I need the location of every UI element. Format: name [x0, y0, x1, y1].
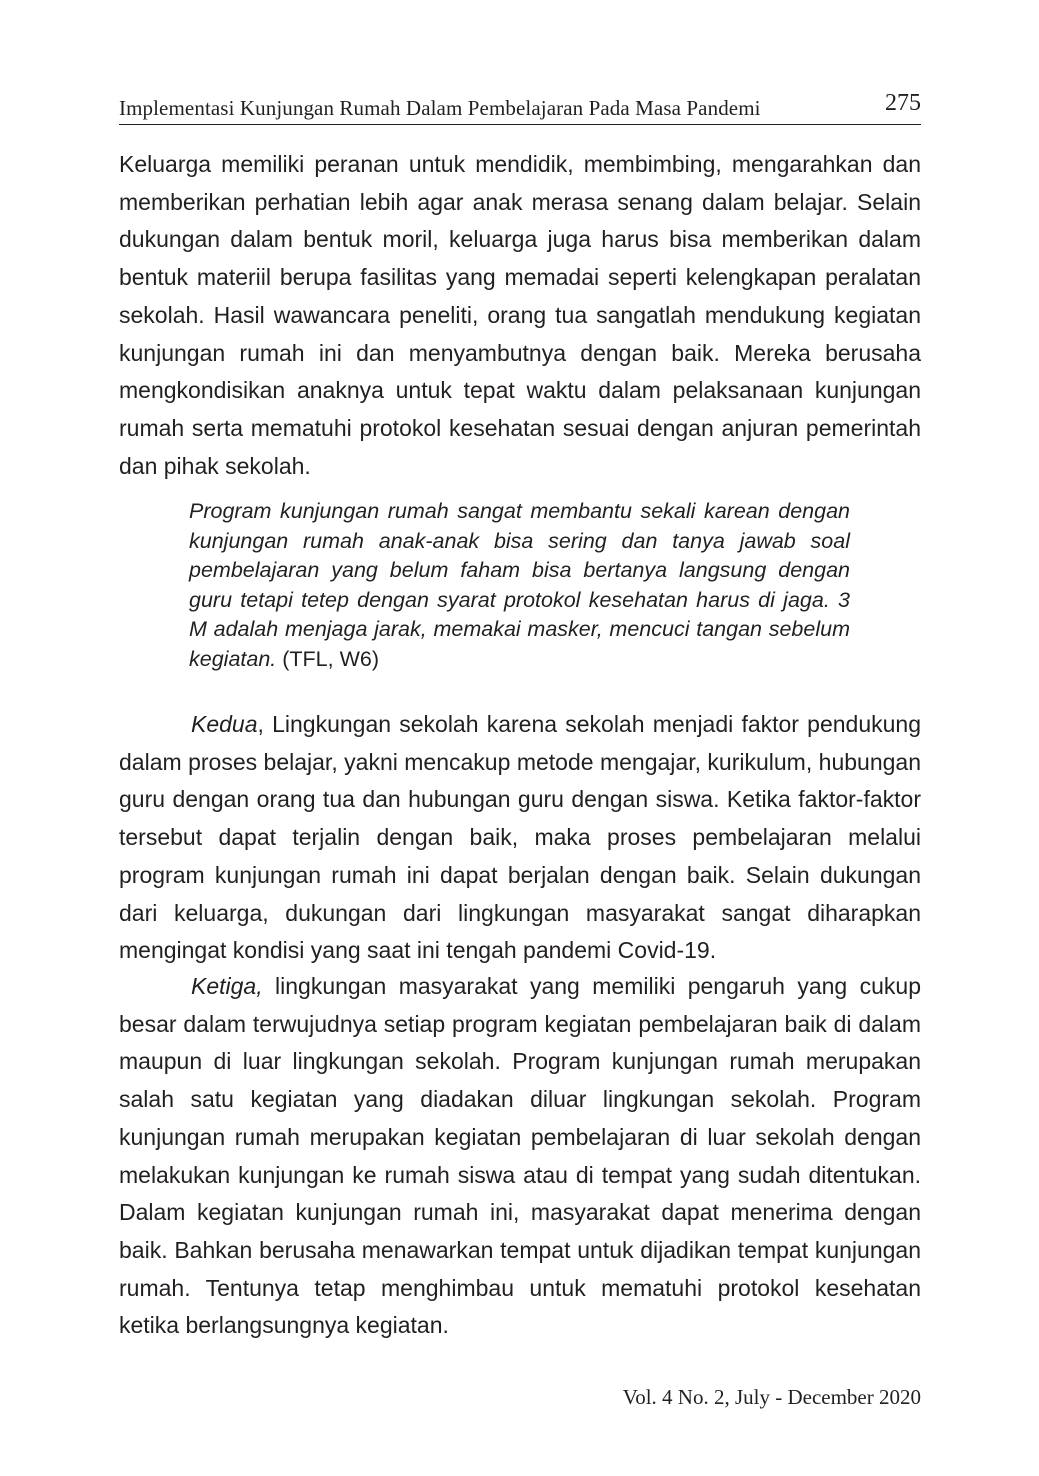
- paragraph-body: , Lingkungan sekolah karena sekolah menjadi faktor pendukung dalam proses belajar, yakni mencakup metode mengajar, kurikulum, hubungan guru dengan orang tua dan hubungan guru dengan siswa. Ketika faktor-faktor tersebut dapat terjalin dengan baik, maka proses pembelajaran melalui program kunjungan rumah ini dapat berjalan dengan baik. Selain dukungan dari keluarga, dukungan dari lingkungan masyarakat sangat diharapkan mengingat kondisi yang saat ini tengah pandemi Covid-19.: [119, 711, 921, 964]
- paragraph-family-role: Keluarga memiliki peranan untuk mendidik, membimbing, mengarahkan dan memberikan perhatian lebih agar anak merasa senang dalam belajar. Selain dukungan dalam bentuk moril, keluarga juga harus bisa memberikan dalam bentuk materiil berupa fasilitas yang memadai seperti kelengkapan peralatan sekolah. Hasil wawancara peneliti, orang tua sangatlah mendukung kegiatan kunjungan rumah ini dan menyambutnya dengan baik. Mereka berusaha mengkondisikan anaknya untuk tepat waktu dalam pelaksanaan kunjungan rumah serta mematuhi protokol kesehatan sesuai dengan anjuran pemerintah dan pihak sekolah.: [119, 151, 921, 479]
- interview-quote: [189, 497, 850, 674]
- paragraph-community-environment: [119, 968, 921, 1345]
- paragraph-lead-word: Kedua: [191, 711, 258, 737]
- journal-volume-footer: Vol. 4 No. 2, July - December 2020: [622, 1385, 921, 1409]
- page-number: 275: [885, 90, 921, 116]
- quote-text: Program kunjungan rumah sangat membantu sekali karean dengan kunjungan rumah anak-anak bisa sering dan tanya jawab soal pembelajaran yang belum faham bisa bertanya langsung dengan guru tetapi tetep dengan syarat protokol kesehatan harus di jaga. 3 M adalah menjaga jarak, memakai masker, mencuci tangan sebelum kegiatan.: [189, 499, 850, 671]
- paragraph-body: lingkungan masyarakat yang memiliki pengaruh yang cukup besar dalam terwujudnya setiap program kegiatan pembelajaran baik di dalam maupun di luar lingkungan sekolah. Program kunjungan rumah merupakan salah satu kegiatan yang diadakan diluar lingkungan sekolah. Program kunjungan rumah merupakan kegiatan pembelajaran di luar sekolah dengan melakukan kunjungan ke rumah siswa atau di tempat yang sudah ditentukan. Dalam kegiatan kunjungan rumah ini, masyarakat dapat menerima dengan baik. Bahkan berusaha menawarkan tempat untuk dijadikan tempat kunjungan rumah. Tentunya tetap menghimbau untuk mematuhi protokol kesehatan ketika berlangsungnya kegiatan.: [119, 973, 921, 1339]
- running-header: [119, 88, 921, 125]
- paragraph-school-environment: [119, 706, 921, 970]
- running-title: Implementasi Kunjungan Rumah Dalam Pembelajaran Pada Masa Pandemi: [119, 96, 761, 120]
- quote-citation: (TFL, W6): [276, 646, 379, 671]
- paragraph-lead-word: Ketiga,: [191, 973, 263, 999]
